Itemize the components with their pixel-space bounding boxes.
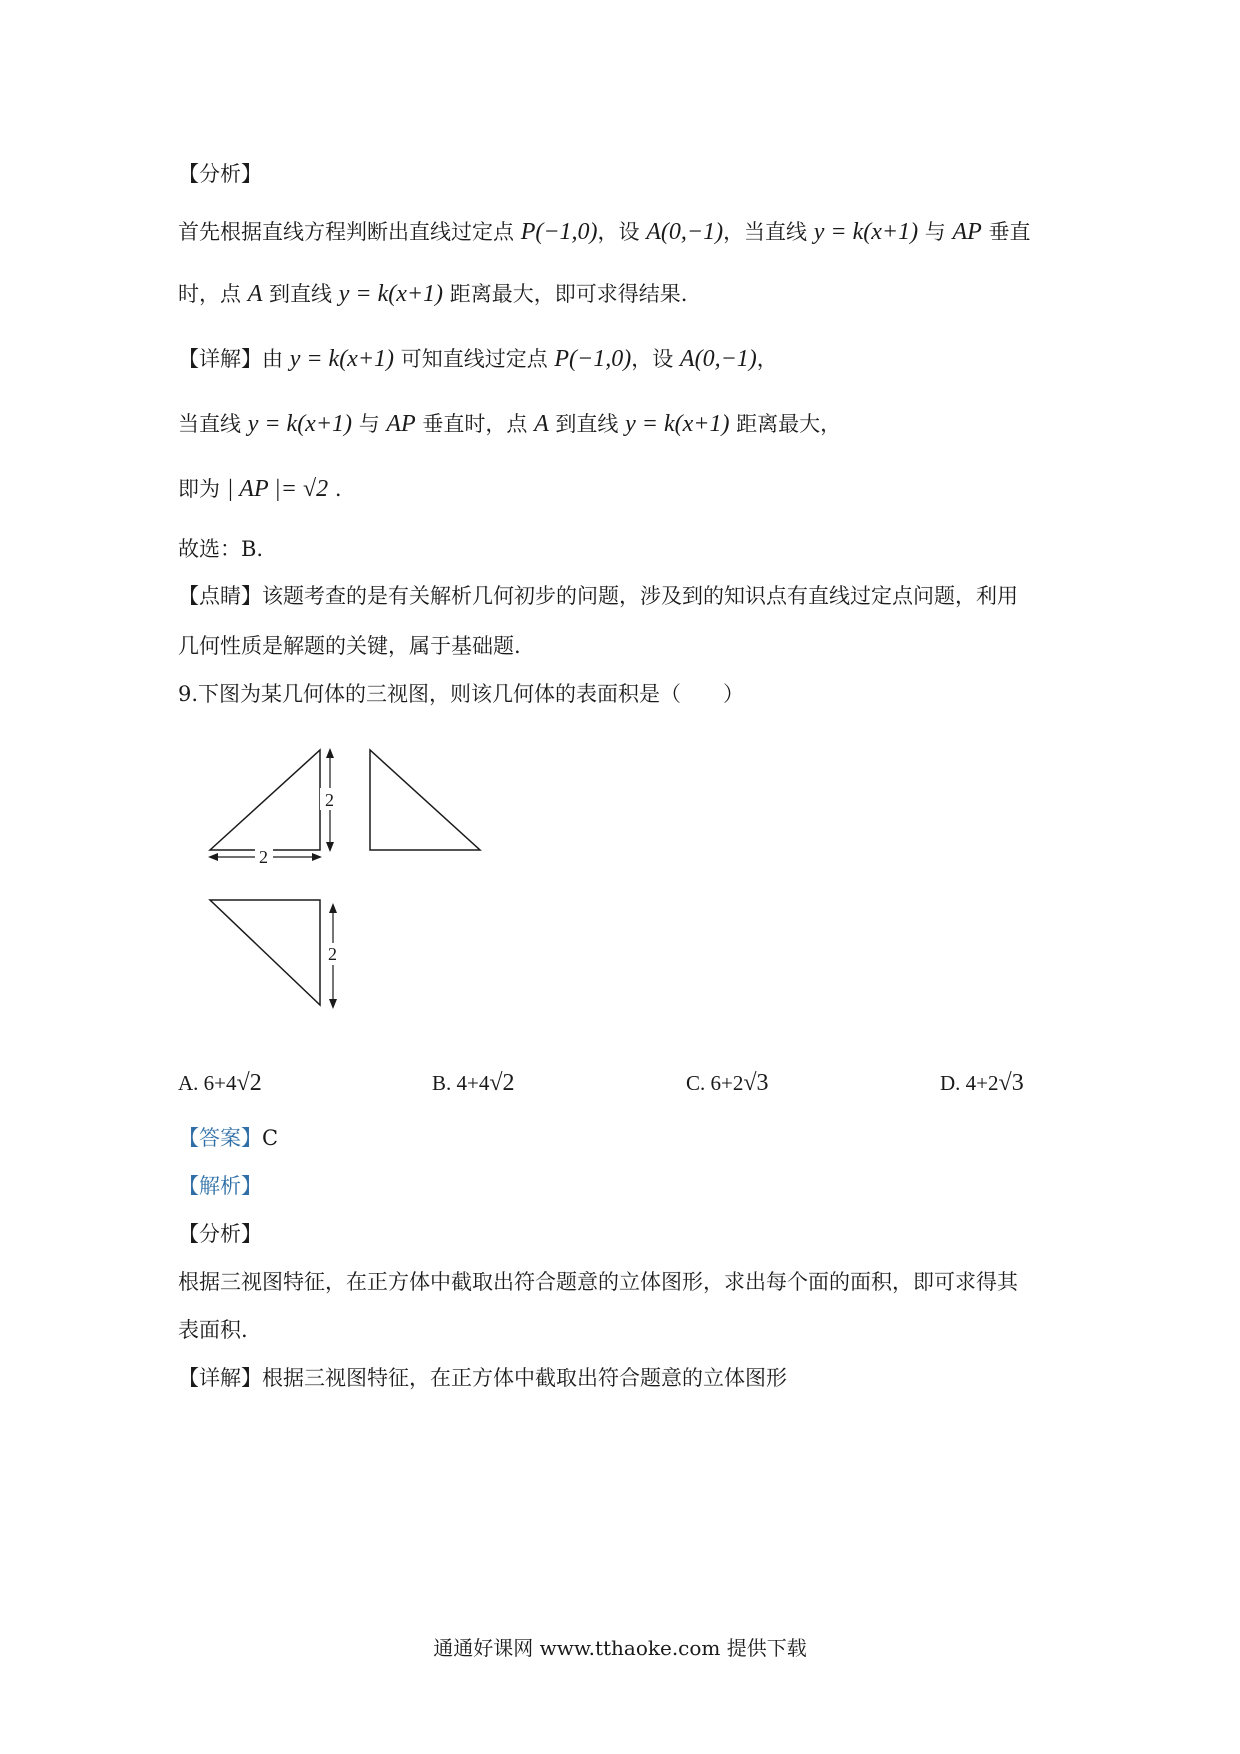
question-9: 9.下图为某几何体的三视图，则该几何体的表面积是（ ） xyxy=(178,682,745,706)
analysis2-line-1: 根据三视图特征，在正方体中截取出符合题意的立体图形，求出每个面的面积，即可求得其 xyxy=(178,1270,1018,1294)
point-a: A(0,−1) xyxy=(646,219,724,245)
comment-line-2: 几何性质是解题的关键，属于基础题. xyxy=(178,634,521,658)
section-analysis-heading: 【分析】 xyxy=(178,162,262,186)
point-p: P(−1,0) xyxy=(520,219,598,245)
option-b: B. 4+4√2 xyxy=(432,1070,515,1096)
analysis-tag-line: 【解析】 xyxy=(178,1174,262,1198)
answer-tag: 【答案】 xyxy=(178,1126,262,1150)
detail2-line-1: 【详解】根据三视图特征，在正方体中截取出符合题意的立体图形 xyxy=(178,1366,787,1390)
choice-line: 故选：B. xyxy=(178,537,264,561)
top-height-label: 2 xyxy=(328,944,337,964)
detail-line-3: 即为 | AP |= √2 . xyxy=(178,476,342,502)
three-view-figure xyxy=(200,745,500,1015)
comment-line-1: 【点睛】该题考查的是有关解析几何初步的问题，涉及到的知识点有直线过定点问题，利用 xyxy=(178,584,1018,608)
option-c: C. 6+2√3 xyxy=(686,1070,769,1096)
analysis2-line-2: 表面积. xyxy=(178,1318,248,1342)
front-view-triangle xyxy=(210,750,320,850)
front-width-label: 2 xyxy=(259,847,268,867)
footer-watermark: 通通好课网 www.tthaoke.com 提供下载 xyxy=(433,1636,807,1660)
analysis-line-1: 首先根据直线方程判断出直线过定点 P(−1,0)，设 A(0,−1)，当直线 y = k(x+1) 与 AP 垂直 xyxy=(178,219,1031,245)
option-d: D. 4+2√3 xyxy=(940,1070,1024,1096)
answer-value: C xyxy=(262,1126,279,1150)
analysis-line-2: 时，点 A 到直线 y = k(x+1) 距离最大，即可求得结果. xyxy=(178,281,688,307)
answer-line xyxy=(178,1124,278,1152)
side-view-triangle xyxy=(370,750,480,850)
section-analysis-heading-2: 【分析】 xyxy=(178,1222,262,1246)
line-equation: y = k(x+1) xyxy=(813,219,919,245)
detail-line-1: 【详解】由 y = k(x+1) 可知直线过定点 P(−1,0)，设 A(0,−1)， xyxy=(178,346,778,372)
top-view-triangle xyxy=(210,900,320,1005)
option-a: A. 6+4√2 xyxy=(178,1070,262,1096)
front-height-label: 2 xyxy=(325,790,334,810)
detail-line-2: 当直线 y = k(x+1) 与 AP 垂直时，点 A 到直线 y = k(x+1) 距离最大， xyxy=(178,411,842,437)
